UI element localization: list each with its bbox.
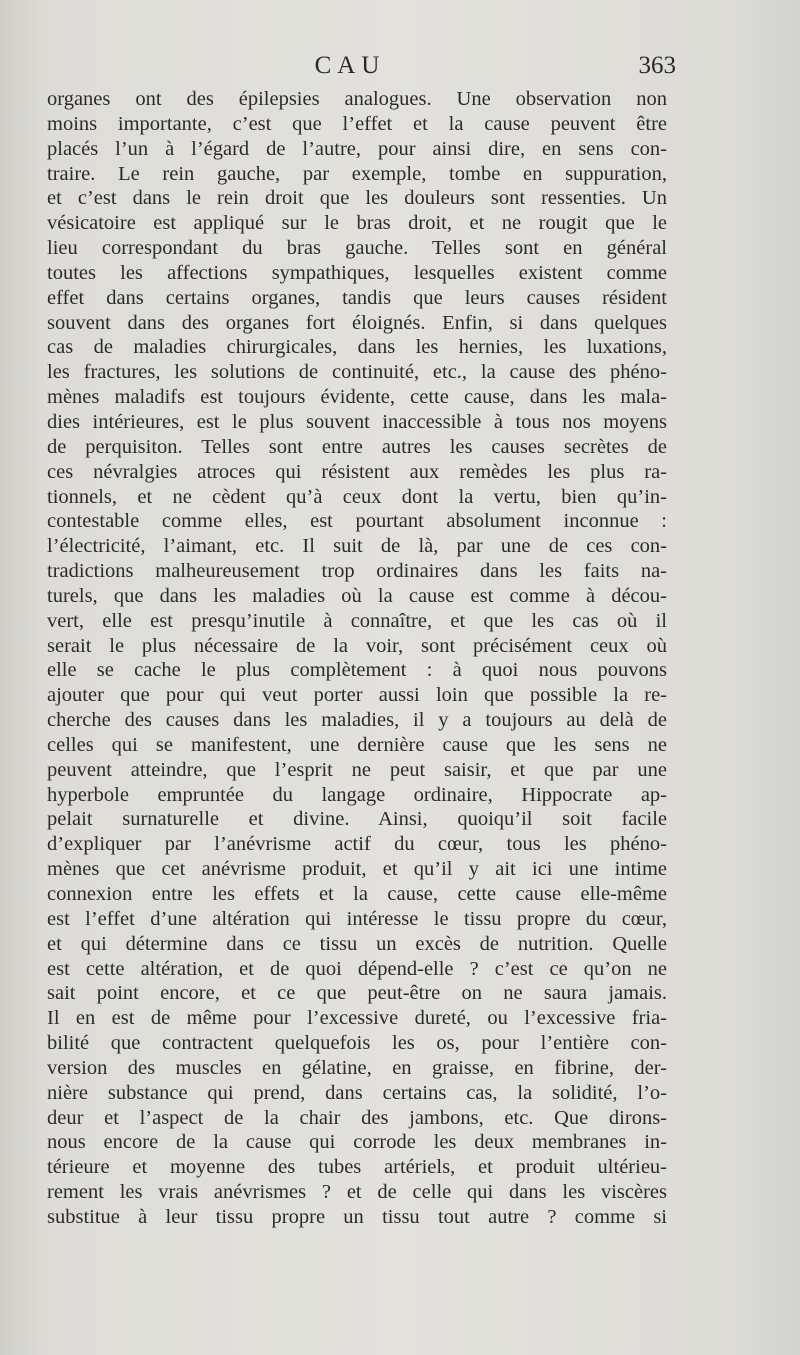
text-line: contestable comme elles, est pourtant absolument inconnue : [47,510,667,533]
text-line: turels, que dans les maladies où la cause est comme à décou- [47,584,667,607]
body-text [47,87,667,1230]
text-line: mènes maladifs est toujours évidente, cette cause, dans les mala- [47,386,667,409]
text-line: toutes les affections sympathiques, lesquelles existent comme [47,261,667,284]
running-head: CAU [314,52,386,79]
text-line: de perquisiton. Telles sont entre autres les causes secrètes de [47,435,667,458]
text-line: cas de maladies chirurgicales, dans les hernies, les luxations, [47,336,667,359]
text-line: térieure et moyenne des tubes artériels, et produit ultérieu- [47,1156,667,1179]
text-line: traire. Le rein gauche, par exemple, tombe en suppuration, [47,162,667,185]
text-line: est cette altération, et de quoi dépend-elle ? c’est ce qu’on ne [47,957,667,980]
text-line: version des muscles en gélatine, en graisse, en fibrine, der- [47,1056,667,1079]
text-line: et c’est dans le rein droit que les douleurs sont ressenties. Un [47,187,667,210]
text-line: tionnels, et ne cèdent qu’à ceux dont la vertu, bien qu’in- [47,485,667,508]
text-line: hyperbole empruntée du langage ordinaire, Hippocrate ap- [47,783,667,806]
text-line: celles qui se manifestent, une dernière cause que les sens ne [47,733,667,756]
text-line: substitue à leur tissu propre un tissu tout autre ? comme si [47,1205,667,1228]
text-line: organes ont des épilepsies analogues. Une observation non [47,88,667,110]
text-line: elle se cache le plus complètement : à quoi nous pouvons [47,659,667,682]
page-number: 363 [638,52,676,79]
text-line: tradictions malheureusement trop ordinaires dans les faits na- [47,560,667,583]
text-line: effet dans certains organes, tandis que leurs causes résident [47,286,667,309]
text-line: souvent dans des organes fort éloignés. Enfin, si dans quelques [47,311,667,334]
text-line: vésicatoire est appliqué sur le bras droit, et ne rougit que le [47,212,667,235]
text-line: d’expliquer par l’anévrisme actif du cœur, tous les phéno- [47,833,667,856]
text-line: rement les vrais anévrismes ? et de celle qui dans les viscères [47,1181,667,1204]
text-line: lieu correspondant du bras gauche. Telles sont en général [47,237,667,260]
text-line: nière substance qui prend, dans certains cas, la solidité, l’o- [47,1081,667,1104]
text-line: bilité que contractent quelquefois les os, pour l’entière con- [47,1032,667,1055]
text-line: dies intérieures, est le plus souvent inaccessible à tous nos moyens [47,410,667,433]
text-line: nous encore de la cause qui corrode les deux membranes in- [47,1131,667,1154]
text-line: serait le plus nécessaire de la voir, sont précisément ceux où [47,634,667,657]
text-line: vert, elle est presqu’inutile à connaître, et que les cas où il [47,609,667,632]
text-line: placés l’un à l’égard de l’autre, pour ainsi dire, en sens con- [47,137,667,160]
text-line: peuvent atteindre, que l’esprit ne peut saisir, et que par une [47,758,667,781]
text-line: est l’effet d’une altération qui intéresse le tissu propre du cœur, [47,907,667,930]
page-header [0,52,800,86]
text-line: sait point encore, et ce que peut-être on ne saura jamais. [47,982,667,1005]
text-line: ajouter que pour qui veut porter aussi loin que possible la re- [47,684,667,707]
text-line: pelait surnaturelle et divine. Ainsi, quoiqu’il soit facile [47,808,667,831]
text-line: deur et l’aspect de la chair des jambons, etc. Que dirons- [47,1106,667,1129]
text-line: connexion entre les effets et la cause, cette cause elle-même [47,883,667,905]
text-line: cherche des causes dans les maladies, il y a toujours au delà de [47,709,667,732]
text-line: Il en est de même pour l’excessive dureté, ou l’excessive fria- [47,1007,667,1030]
text-line: l’électricité, l’aimant, etc. Il suit de là, par une de ces con- [47,535,667,558]
text-line: et qui détermine dans ce tissu un excès de nutrition. Quelle [47,932,667,955]
text-line: moins importante, c’est que l’effet et la cause peuvent être [47,112,667,135]
text-line: mènes que cet anévrisme produit, et qu’il y ait ici une intime [47,858,667,881]
text-line: ces névralgies atroces qui résistent aux remèdes les plus ra- [47,460,667,483]
text-line: les fractures, les solutions de continuité, etc., la cause des phéno- [47,361,667,384]
